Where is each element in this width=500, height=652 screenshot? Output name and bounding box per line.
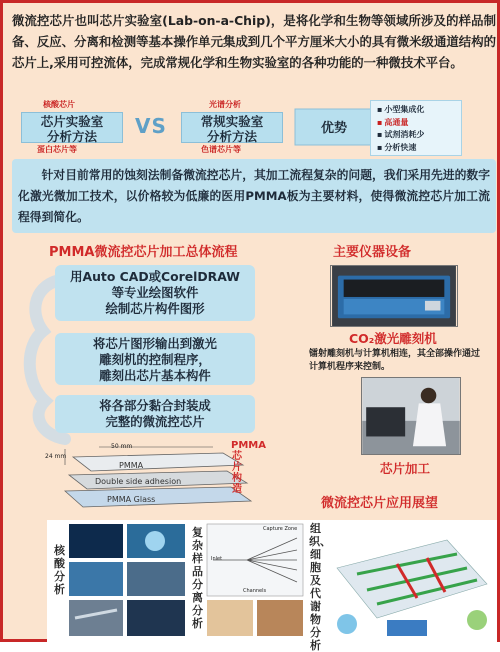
nucleic-chip-images	[69, 524, 185, 638]
applications-panel	[47, 520, 497, 652]
layer-adhesion: Double side adhesion	[95, 477, 182, 486]
nucleic-label: 核酸分析	[54, 544, 65, 596]
intro-paragraph: 微流控芯片也叫芯片实验室(Lab-on-a-Chip)，是将化学和生物等领域所涉及的样品制备、反应、分离和检测等基本操作单元集成到几个平方厘米大小的具有微米级通道结构的芯片上,采用可控流体，完成常规化学和生物实验室的各种功能的一种微技术平台。	[12, 13, 496, 70]
lab-on-chip-label: 芯片实验室 分析方法	[40, 114, 104, 144]
capture-zone-label: Capture Zone	[263, 526, 298, 532]
vs-text: VS	[135, 114, 167, 138]
lab-on-chip-box	[21, 112, 123, 143]
advantage-label: 优势	[321, 121, 348, 136]
advantage-item: ▪ 小型集成化	[377, 104, 457, 117]
flow-step-3-text: 将各部分黏合封装成 完整的微流控芯片	[99, 398, 211, 429]
structure-label: PMMA芯片构造	[231, 440, 266, 495]
channels-label: Channels	[243, 588, 267, 594]
equipment-title: 主要仪器设备	[333, 245, 412, 260]
advantage-list	[370, 100, 462, 156]
flow-step-2	[55, 333, 255, 385]
cell-analysis-label: 组织、细胞及代谢物分析	[309, 522, 331, 652]
flow-step-1	[55, 265, 255, 321]
advantage-item: ▪ 试剂消耗少	[377, 129, 457, 142]
process-label: 芯片加工	[380, 461, 431, 476]
process-paragraph: 针对目前常用的蚀刻法制备微流控芯片，其加工流程复杂的问题，我们采用先进的数字化激光微加工技术，以价格较为低廉的医用PMMA板为主要材料，使得微流控芯片加工流程得到简化。	[12, 159, 496, 233]
advantage-item: ▪ 高通量	[377, 117, 457, 130]
flow-step-2-text: 将芯片图形输出到激光 雕刻机的控制程序， 雕刻出芯片基本构件	[93, 336, 217, 383]
laser-engraver-photo	[330, 265, 458, 327]
conventional-lab-box	[181, 112, 283, 143]
flow-step-1-text: 用Auto CAD或CorelDRAW 等专业绘图软件 绘制芯片构件图形	[70, 269, 240, 316]
left-top-label: 核酸芯片	[43, 100, 75, 109]
advantage-item: ▪ 分析快速	[377, 142, 457, 155]
laser-description: 镭射雕刻机与计算机相连，其全部操作通过计算机程序来控制。	[309, 349, 481, 372]
cell-analysis-diagram	[327, 534, 493, 638]
flow-step-3	[55, 395, 255, 433]
dim-width: 50 mm	[111, 443, 133, 450]
layer-glass: PMMA Glass	[107, 495, 156, 504]
right-bottom-label: 色谱芯片等	[201, 145, 241, 154]
comparison-row	[13, 97, 493, 155]
dim-height: 24 mm	[45, 453, 67, 460]
chip-processing-photo	[361, 377, 461, 455]
right-top-label: 光谱分析	[209, 100, 241, 109]
flow-title: PMMA微流控芯片加工总体流程	[49, 245, 238, 260]
separation-diagram	[207, 524, 303, 638]
apps-title: 微流控芯片应用展望	[321, 496, 439, 511]
layer-pmma: PMMA	[119, 461, 144, 470]
conventional-lab-label: 常规实验室 分析方法	[200, 114, 264, 144]
inlet-label: Inlet	[211, 556, 223, 562]
left-bottom-label: 蛋白芯片等	[37, 145, 77, 154]
laser-title: CO₂激光雕刻机	[349, 331, 437, 346]
separation-label: 复杂样品分离分析	[192, 526, 203, 630]
